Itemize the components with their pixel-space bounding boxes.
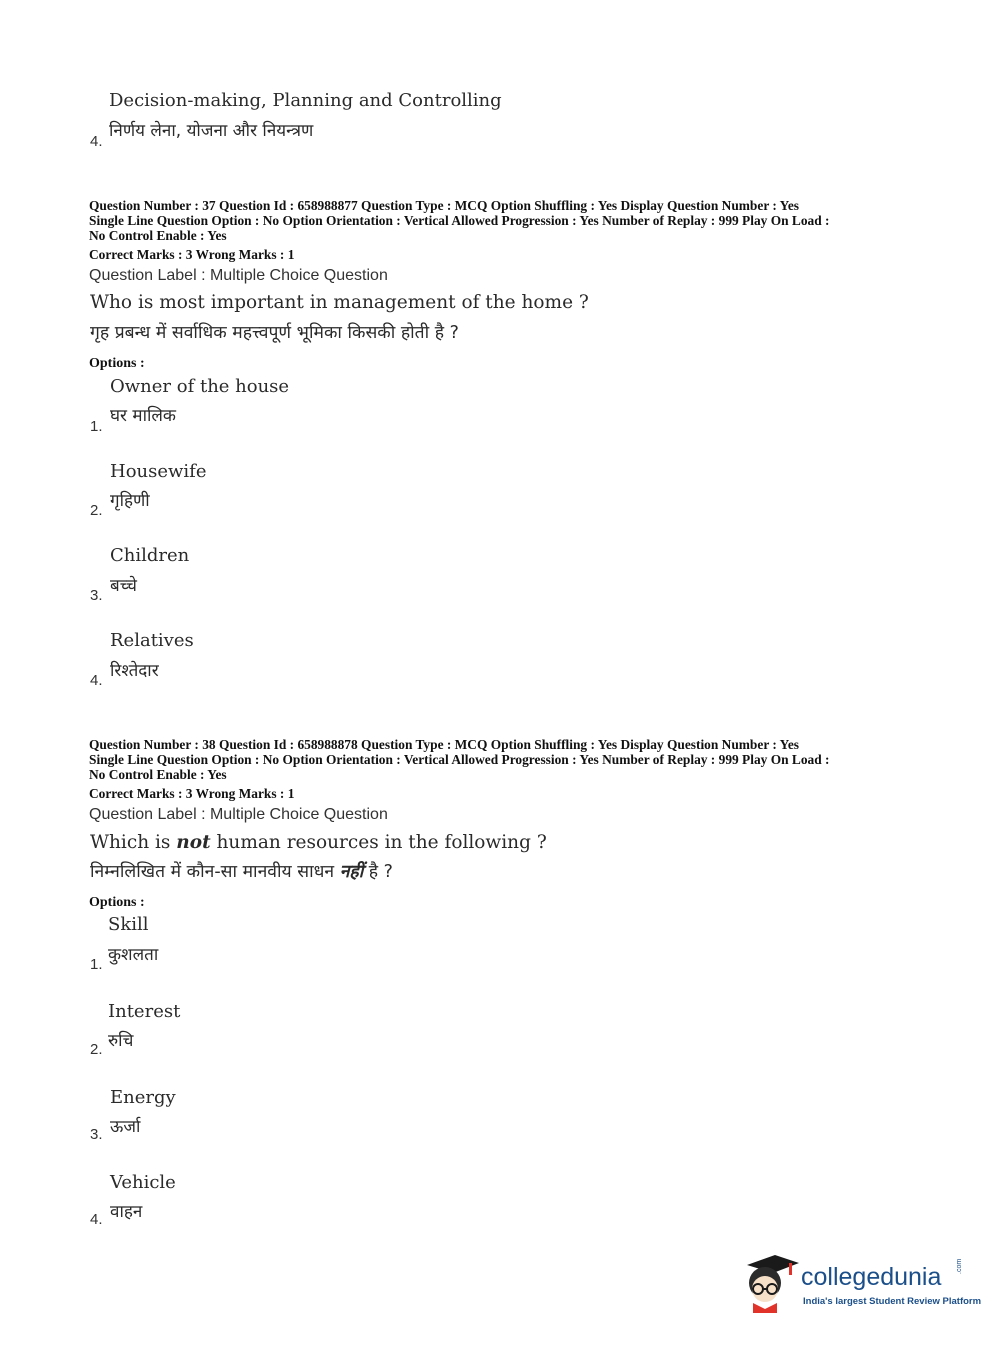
q38-meta-line1: Question Number : 38 Question Id : 658988878 Question Type : MCQ Option Shuffling : Yes Display Question Number : Yes xyxy=(89,737,800,752)
q38-question-en-pre: Which is xyxy=(90,832,177,853)
q38-question-hi-post: है ? xyxy=(363,862,393,882)
q37-option-2-en: Housewife xyxy=(110,461,207,482)
q38-question-en-emphasis: not xyxy=(176,832,211,853)
q37-marks: Correct Marks : 3 Wrong Marks : 1 xyxy=(89,247,295,262)
q38-options-heading: Options : xyxy=(89,895,145,910)
q38-meta-line2: Single Line Question Option : No Option Orientation : Vertical Allowed Progression : Yes Number of Replay : 999 Play On Load : xyxy=(89,752,830,767)
q38-option-2-en: Interest xyxy=(108,1001,181,1022)
q38-question-hi-emphasis: नहीं xyxy=(339,862,364,882)
q38-option-1-number: 1. xyxy=(90,956,103,973)
q37-meta-line3: No Control Enable : Yes xyxy=(89,228,227,243)
q38-option-2-number: 2. xyxy=(90,1041,103,1058)
q38-question-hi xyxy=(90,859,393,883)
q38-option-1-hi: कुशलता xyxy=(108,945,159,965)
q37-option-1-hi: घर मालिक xyxy=(110,406,176,426)
q37-option-2-number: 2. xyxy=(90,502,103,519)
q37-option-4-number: 4. xyxy=(90,672,103,689)
q38-option-4-number: 4. xyxy=(90,1211,103,1228)
q38-label: Question Label : Multiple Choice Question xyxy=(89,806,388,823)
q37-option-4-en: Relatives xyxy=(110,630,194,651)
q38-option-1-en: Skill xyxy=(108,914,149,935)
q37-options-heading: Options : xyxy=(89,356,145,371)
q37-label: Question Label : Multiple Choice Question xyxy=(89,267,388,284)
q38-option-3-en: Energy xyxy=(110,1087,176,1108)
q37-option-2-hi: गृहिणी xyxy=(110,491,150,511)
logo-suffix: .com xyxy=(956,1258,963,1274)
q37-option-3-hi: बच्चे xyxy=(110,576,137,596)
prev-option-4-number: 4. xyxy=(90,133,103,150)
q37-option-1-en: Owner of the house xyxy=(110,376,290,397)
q38-option-4-en: Vehicle xyxy=(110,1172,176,1193)
q38-option-2-hi: रुचि xyxy=(108,1031,134,1051)
q37-option-3-number: 3. xyxy=(90,587,103,604)
q38-question-hi-pre: निम्नलिखित में कौन-सा मानवीय साधन xyxy=(90,862,340,882)
q38-marks: Correct Marks : 3 Wrong Marks : 1 xyxy=(89,786,295,801)
q37-question-en: Who is most important in management of the home ? xyxy=(90,292,589,313)
prev-option-4-en: Decision-making, Planning and Controlling xyxy=(109,90,502,111)
q38-question-en xyxy=(90,832,547,853)
logo-tagline: India's largest Student Review Platform xyxy=(803,1296,982,1307)
q37-option-3-en: Children xyxy=(110,545,190,566)
q37-option-1-number: 1. xyxy=(90,418,103,435)
q38-option-3-number: 3. xyxy=(90,1126,103,1143)
q38-option-4-hi: वाहन xyxy=(110,1202,143,1222)
q37-question-hi: गृह प्रबन्ध में सर्वाधिक महत्त्वपूर्ण भूमिका किसकी होती है ? xyxy=(90,323,459,343)
q38-meta-line3: No Control Enable : Yes xyxy=(89,767,227,782)
q38-option-3-hi: ऊर्जा xyxy=(110,1117,141,1137)
q37-option-4-hi: रिश्तेदार xyxy=(110,661,159,681)
q38-question-en-post: human resources in the following ? xyxy=(210,832,547,853)
student-mascot-icon xyxy=(741,1251,799,1313)
q37-meta-line1: Question Number : 37 Question Id : 658988877 Question Type : MCQ Option Shuffling : Yes Display Question Number : Yes xyxy=(89,198,800,213)
collegedunia-logo[interactable] xyxy=(741,1251,982,1313)
q37-meta-line2: Single Line Question Option : No Option Orientation : Vertical Allowed Progression : Yes Number of Replay : 999 Play On Load : xyxy=(89,213,830,228)
logo-wordmark: collegedunia xyxy=(801,1263,942,1291)
prev-option-4-hi: निर्णय लेना, योजना और नियन्त्रण xyxy=(109,121,314,141)
